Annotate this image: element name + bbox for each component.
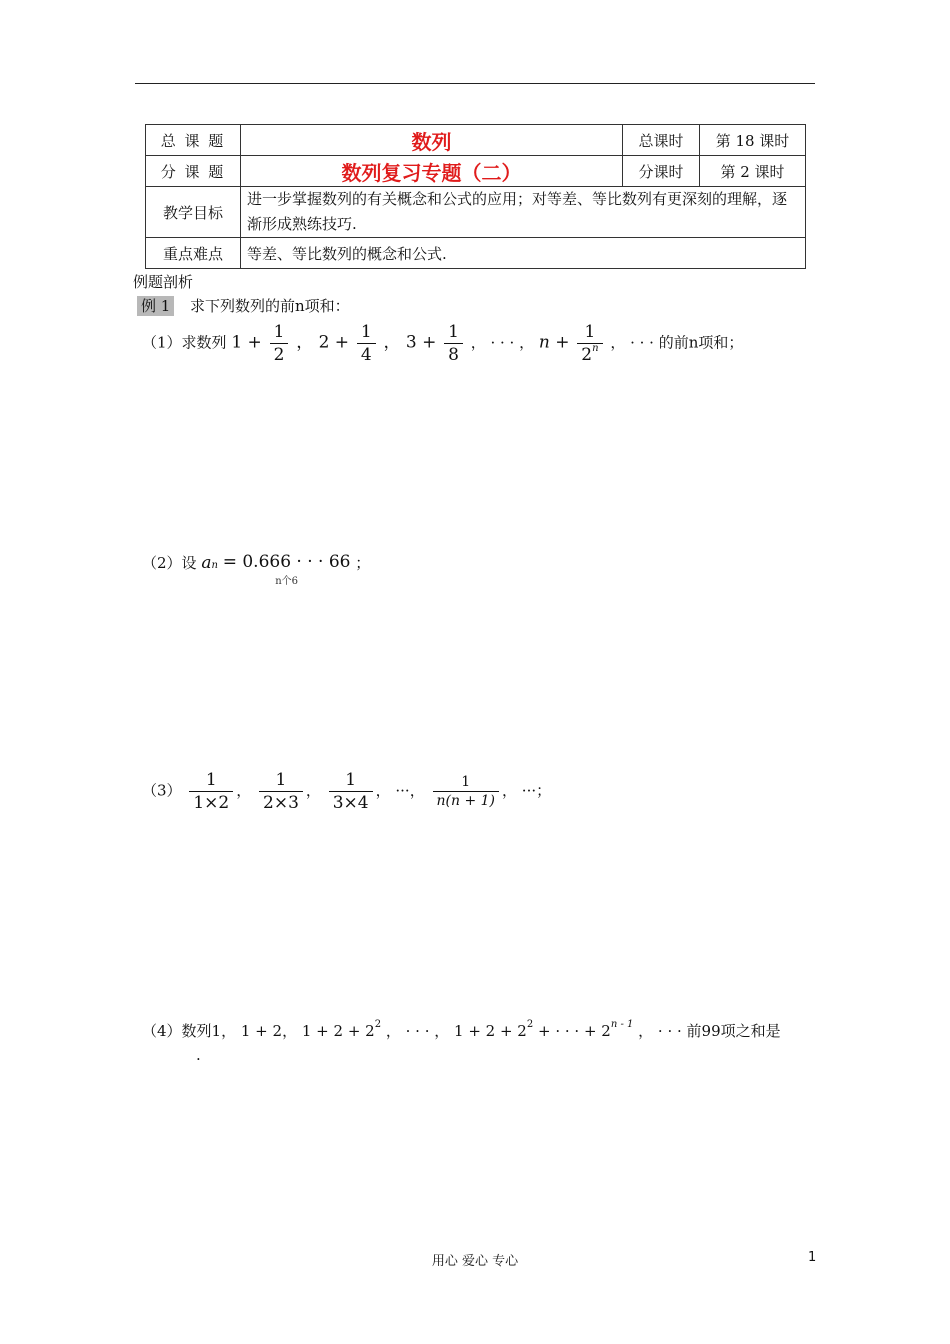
problem-label: （3） [142, 781, 182, 800]
table-row [146, 125, 806, 156]
punctuation: ， [409, 781, 425, 800]
total-hours-label: 总课时 [623, 125, 700, 156]
numerator: 1 [584, 322, 596, 342]
denominator [577, 343, 602, 365]
problem-3 [142, 770, 551, 813]
label-cell: 总 课 题 [146, 125, 241, 156]
header-rule [135, 83, 815, 84]
problem-1 [142, 322, 743, 365]
example-prompt: 求下列数列的前n项和： [190, 297, 350, 315]
fraction [357, 322, 376, 365]
problem-4 [142, 1020, 781, 1041]
term: ， · · · 前99项之和是 [638, 1022, 781, 1040]
page-footer: 用心 爱心 专心 [431, 1254, 519, 1269]
numerator: 1 [273, 322, 285, 342]
table-row [146, 187, 806, 238]
numerator: 1 [275, 770, 287, 790]
denominator: 2×3 [259, 791, 303, 813]
fraction [577, 322, 602, 365]
denominator: 1×2 [189, 791, 233, 813]
variable: a [201, 553, 212, 573]
problem-2 [142, 552, 370, 587]
denominator: 2 [270, 343, 289, 365]
fraction [433, 774, 500, 809]
term: + · · · + 2 [538, 1022, 611, 1040]
sub-topic-title: 数列复习专题（二） [241, 156, 623, 187]
denominator: 4 [357, 343, 376, 365]
table-row [146, 238, 806, 269]
term: ， · · · 的前n项和； [610, 333, 744, 352]
page-number: 1 [808, 1250, 817, 1265]
main-topic-title: 数列 [241, 125, 623, 156]
punctuation: ； [355, 554, 371, 572]
punctuation: ， [236, 781, 252, 800]
numerator: 1 [205, 770, 217, 790]
ellipsis: ···； [521, 781, 552, 800]
sub-hours-value: 第 2 课时 [700, 156, 806, 187]
exponent: 2 [526, 1019, 534, 1030]
underbrace-label: n个6 [275, 576, 298, 587]
lesson-info-table [145, 124, 806, 269]
problem-label: （2）设 [142, 554, 197, 572]
punctuation: ， [305, 781, 321, 800]
punctuation: ， [375, 781, 391, 800]
term: 1 + 2 + 2 [301, 1022, 375, 1040]
punctuation: ， [502, 781, 518, 800]
denominator: 8 [444, 343, 463, 365]
fraction [189, 770, 233, 813]
numerator: 1 [345, 770, 357, 790]
underbrace-expression [223, 552, 351, 587]
key-points: 等差、等比数列的概念和公式. [241, 238, 806, 269]
table-row [146, 156, 806, 187]
denominator: n(n + 1) [433, 791, 500, 809]
section-heading: 例题剖析 [133, 273, 194, 291]
fraction [329, 770, 373, 813]
label-cell: 重点难点 [146, 238, 241, 269]
term: ， 2 + [296, 332, 350, 353]
ellipsis: ··· [395, 781, 410, 800]
term: n + [538, 332, 570, 353]
fraction [444, 322, 463, 365]
exponent: 2 [374, 1019, 382, 1030]
answer-blank-period: . [196, 1046, 201, 1064]
label-cell: 教学目标 [146, 187, 241, 238]
term: ， · · · ， 1 + 2 + 2 [385, 1022, 527, 1040]
numerator: 1 [448, 322, 459, 342]
term: 1 + [231, 332, 262, 353]
example-tag: 例 1 [137, 296, 174, 316]
total-hours-value: 第 18 课时 [700, 125, 806, 156]
sub-hours-label: 分课时 [623, 156, 700, 187]
numerator: 1 [360, 322, 372, 342]
problem-label: （1）求数列 [142, 333, 227, 352]
term: ， 3 + [383, 332, 437, 353]
exponent: n [592, 343, 599, 354]
fraction [259, 770, 303, 813]
exponent: n - 1 [610, 1019, 634, 1030]
equation: = 0.666 · · · 66 [222, 552, 351, 572]
numerator: 1 [461, 774, 471, 790]
fraction [270, 322, 289, 365]
label-cell: 分 课 题 [146, 156, 241, 187]
problem-label: （4）数列1， [142, 1022, 237, 1040]
denominator: 3×4 [329, 791, 373, 813]
ellipsis: ， · · · ， [470, 333, 535, 352]
base: 2 [581, 345, 593, 365]
subscript: n [211, 560, 218, 571]
term: 1 + 2， [240, 1022, 298, 1040]
teaching-goals: 进一步掌握数列的有关概念和公式的应用；对等差、等比数列有更深刻的理解，逐渐形成熟练技巧. [241, 187, 806, 238]
